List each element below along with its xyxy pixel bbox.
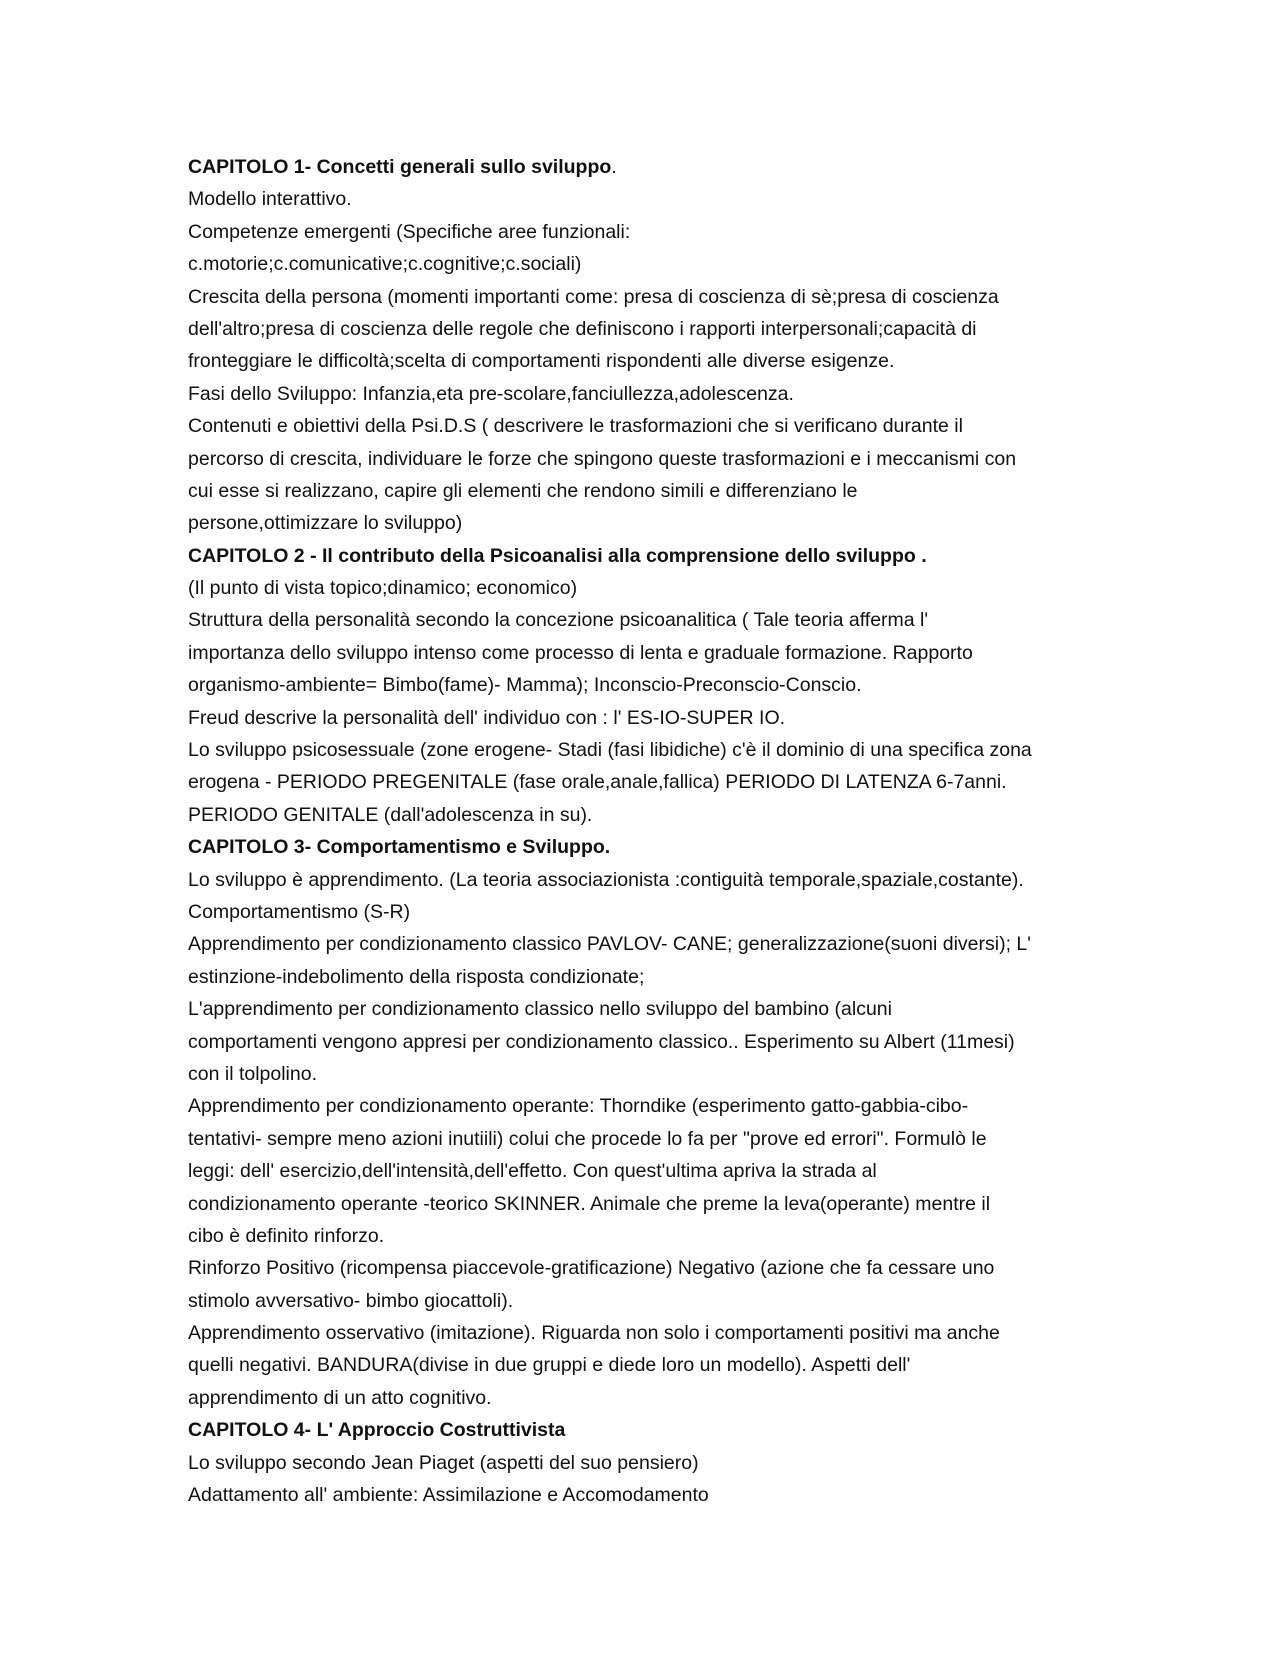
text-line	[188, 345, 1088, 377]
text-line	[188, 507, 1088, 539]
text-line-content: persone,ottimizzare lo sviluppo)	[188, 512, 463, 535]
text-line	[188, 1349, 1088, 1381]
text-line	[188, 1090, 1088, 1122]
text-line	[188, 475, 1088, 507]
text-line	[188, 993, 1088, 1025]
text-line-content: PERIODO GENITALE (dall'adolescenza in su).	[188, 803, 593, 826]
text-line-content: stimolo avversativo- bimbo giocattoli).	[188, 1289, 514, 1312]
text-line	[188, 443, 1088, 475]
text-line-content: Comportamentismo (S-R)	[188, 900, 411, 923]
text-line-content: Apprendimento osservativo (imitazione). Riguarda non solo i comportamenti positivi ma anche	[188, 1322, 1000, 1345]
text-line	[188, 1155, 1088, 1187]
text-line-content: quelli negativi. BANDURA(divise in due gruppi e diede loro un modello). Aspetti dell'	[188, 1354, 911, 1377]
text-line	[188, 1479, 1088, 1511]
document-page	[188, 151, 1088, 1511]
text-line	[188, 1317, 1088, 1349]
text-line	[188, 766, 1088, 798]
text-line-content: comportamenti vengono appresi per condizionamento classico.. Esperimento su Albert (11mesi)	[188, 1030, 1015, 1053]
text-line-content: tentativi- sempre meno azioni inutiili) colui che procede lo fa per "prove ed errori". Formulò le	[188, 1127, 987, 1150]
text-line	[188, 896, 1088, 928]
text-line-content: Competenze emergenti (Specifiche aree funzionali:	[188, 220, 631, 243]
text-line	[188, 734, 1088, 766]
text-line	[188, 1058, 1088, 1090]
text-line	[188, 1026, 1088, 1058]
chapter-heading	[188, 151, 1088, 183]
text-line-content: cibo è definito rinforzo.	[188, 1224, 385, 1247]
text-line-content: apprendimento di un atto cognitivo.	[188, 1386, 492, 1409]
chapter-heading	[188, 540, 1088, 572]
text-line-content: Fasi dello Sviluppo: Infanzia,eta pre-scolare,fanciullezza,adolescenza.	[188, 382, 794, 405]
text-line-content: (Il punto di vista topico;dinamico; economico)	[188, 577, 578, 600]
text-line-content: Apprendimento per condizionamento operante: Thorndike (esperimento gatto-gabbia-cibo-	[188, 1095, 969, 1118]
text-line	[188, 864, 1088, 896]
text-line	[188, 799, 1088, 831]
text-line	[188, 572, 1088, 604]
text-line-content: dell'altro;presa di coscienza delle regole che definiscono i rapporti interpersonali;capacità di	[188, 317, 977, 340]
text-line	[188, 378, 1088, 410]
text-line	[188, 961, 1088, 993]
text-line-content: L'apprendimento per condizionamento classico nello sviluppo del bambino (alcuni	[188, 998, 892, 1021]
text-line-content: Modello interattivo.	[188, 188, 352, 211]
text-line	[188, 183, 1088, 215]
text-line-content: leggi: dell' esercizio,dell'intensità,dell'effetto. Con quest'ultima apriva la strada al	[188, 1160, 877, 1183]
text-line-content: Lo sviluppo secondo Jean Piaget (aspetti del suo pensiero)	[188, 1451, 699, 1474]
text-line-content: con il tolpolino.	[188, 1062, 317, 1085]
text-line-content: Apprendimento per condizionamento classico PAVLOV- CANE; generalizzazione(suoni diversi); L'	[188, 933, 1032, 956]
text-line-content: estinzione-indebolimento della risposta condizionate;	[188, 965, 645, 988]
text-line-content: Adattamento all' ambiente: Assimilazione e Accomodamento	[188, 1484, 709, 1507]
heading-suffix: .	[611, 156, 617, 178]
text-line	[188, 1285, 1088, 1317]
text-line-content: condizionamento operante -teorico SKINNER. Animale che preme la leva(operante) mentre il	[188, 1192, 991, 1215]
text-line	[188, 1447, 1088, 1479]
text-line-content: organismo-ambiente= Bimbo(fame)- Mamma); Inconscio-Preconscio-Conscio.	[188, 674, 862, 697]
text-line-content: Freud descrive la personalità dell' individuo con : l' ES-IO-SUPER IO.	[188, 706, 786, 729]
text-line-content: Crescita della persona (momenti importanti come: presa di coscienza di sè;presa di coscienza	[188, 285, 999, 308]
text-line-content: Lo sviluppo è apprendimento. (La teoria associazionista :contiguità temporale,spaziale,costante).	[188, 868, 1024, 891]
text-line-content: Struttura della personalità secondo la concezione psicoanalitica ( Tale teoria afferma l'	[188, 609, 929, 632]
text-line-content: Rinforzo Positivo (ricompensa piaccevole-gratificazione) Negativo (azione che fa cessare uno	[188, 1257, 995, 1280]
chapter-heading	[188, 831, 1088, 863]
text-line-content: Lo sviluppo psicosessuale (zone erogene- Stadi (fasi libidiche) c'è il dominio di una specifica zona	[188, 739, 1032, 762]
text-line-content: Contenuti e obiettivi della Psi.D.S ( descrivere le trasformazioni che si verificano durante il	[188, 415, 963, 438]
text-line	[188, 281, 1088, 313]
text-line-content: fronteggiare le difficoltà;scelta di comportamenti rispondenti alle diverse esigenze.	[188, 350, 895, 373]
text-line	[188, 1123, 1088, 1155]
text-line-content: percorso di crescita, individuare le forze che spingono queste trasformazioni e i meccanismi con	[188, 447, 1017, 470]
text-line	[188, 313, 1088, 345]
text-line	[188, 1188, 1088, 1220]
text-line	[188, 216, 1088, 248]
chapter-heading	[188, 1414, 1088, 1446]
text-line-content: importanza dello sviluppo intenso come processo di lenta e graduale formazione. Rapporto	[188, 641, 973, 664]
text-line	[188, 928, 1088, 960]
text-line	[188, 1252, 1088, 1284]
text-line	[188, 248, 1088, 280]
text-line	[188, 604, 1088, 636]
text-line	[188, 702, 1088, 734]
chapter-heading-text: CAPITOLO 1- Concetti generali sullo sviluppo	[188, 156, 612, 178]
text-line	[188, 1382, 1088, 1414]
text-line	[188, 669, 1088, 701]
text-line	[188, 410, 1088, 442]
text-line-content: erogena - PERIODO PREGENITALE (fase orale,anale,fallica) PERIODO DI LATENZA 6-7anni.	[188, 771, 1007, 794]
chapter-heading-text: CAPITOLO 2 - Il contributo della Psicoanalisi alla comprensione dello sviluppo .	[188, 544, 927, 567]
text-line	[188, 1220, 1088, 1252]
chapter-heading-text: CAPITOLO 3- Comportamentismo e Sviluppo.	[188, 836, 611, 859]
text-line-content: c.motorie;c.comunicative;c.cognitive;c.sociali)	[188, 253, 582, 276]
text-line-content: cui esse si realizzano, capire gli elementi che rendono simili e differenziano le	[188, 479, 858, 502]
text-line	[188, 637, 1088, 669]
chapter-heading-text: CAPITOLO 4- L' Approccio Costruttivista	[188, 1419, 566, 1442]
